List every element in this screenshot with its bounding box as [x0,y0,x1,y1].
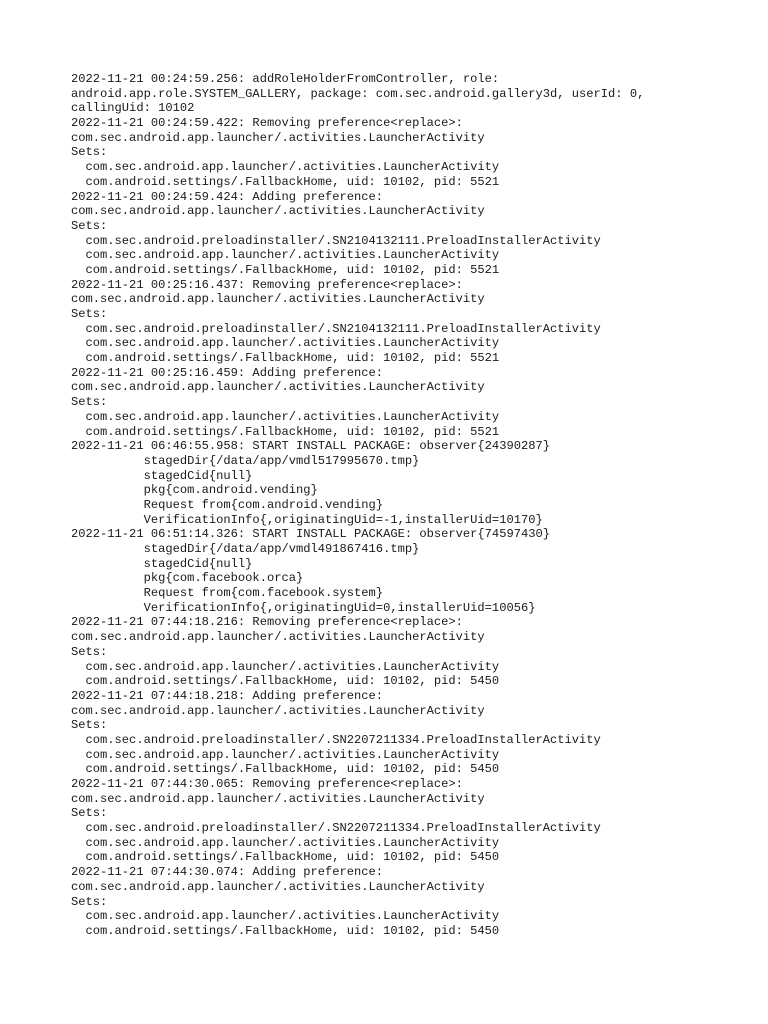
log-line: 2022-11-21 06:51:14.326: START INSTALL PACKAGE: observer{74597430} [71,527,550,542]
log-line: Sets: [71,894,108,909]
log-line: 2022-11-21 07:44:30.074: Adding preference: [71,865,384,880]
log-line: com.android.settings/.FallbackHome, uid: 10102, pid: 5521 [71,174,500,189]
log-line: com.sec.android.app.launcher/.activities.LauncherActivity [71,791,485,806]
log-line: com.sec.android.app.launcher/.activities.LauncherActivity [71,292,485,307]
log-line: com.sec.android.preloadinstaller/.SN2207211334.PreloadInstallerActivity [71,821,601,836]
log-line: com.android.settings/.FallbackHome, uid: 10102, pid: 5450 [71,674,500,689]
log-line: stagedDir{/data/app/vmdl491867416.tmp} [71,542,420,556]
log-line: 2022-11-21 07:44:30.065: Removing preference<replace>: [71,777,463,791]
log-line: 2022-11-21 00:24:59.424: Adding preference: [71,189,384,204]
log-document [71,72,761,939]
log-line: VerificationInfo{,originatingUid=-1,installerUid=10170} [71,512,543,527]
log-line: com.sec.android.app.launcher/.activities.LauncherActivity [71,909,500,924]
log-line: Sets: [71,395,108,410]
log-line: 2022-11-21 00:25:16.437: Removing preference<replace>: [71,277,463,292]
log-line: android.app.role.SYSTEM_GALLERY, package: com.sec.android.gallery3d, userId: 0, [71,86,645,101]
log-line: Sets: [71,218,108,233]
log-line: stagedCid{null} [71,468,253,483]
log-line: Request from{com.facebook.system} [71,586,384,601]
log-line: Sets: [71,307,108,321]
log-line: com.android.settings/.FallbackHome, uid: 10102, pid: 5450 [71,923,500,938]
log-line: com.sec.android.app.launcher/.activities.LauncherActivity [71,204,485,219]
log-line: com.android.settings/.FallbackHome, uid: 10102, pid: 5450 [71,762,500,777]
log-line: com.sec.android.app.launcher/.activities.LauncherActivity [71,659,500,674]
log-line: Request from{com.android.vending} [71,497,384,512]
log-line: com.sec.android.app.launcher/.activities.LauncherActivity [71,879,485,894]
log-line: stagedDir{/data/app/vmdl517995670.tmp} [71,453,420,468]
log-line: com.sec.android.app.launcher/.activities.LauncherActivity [71,409,500,424]
log-line: stagedCid{null} [71,556,253,571]
log-line: com.sec.android.app.launcher/.activities.LauncherActivity [71,630,485,645]
log-line: Sets: [71,806,108,821]
log-line: com.sec.android.app.launcher/.activities.LauncherActivity [71,336,500,351]
log-line: Sets: [71,644,108,659]
log-line: com.sec.android.app.launcher/.activities.LauncherActivity [71,248,500,263]
log-line: com.sec.android.preloadinstaller/.SN2104132111.PreloadInstallerActivity [71,321,601,336]
log-line: com.android.settings/.FallbackHome, uid: 10102, pid: 5450 [71,850,500,865]
log-line: 2022-11-21 07:44:18.218: Adding preference: [71,688,384,703]
log-line: callingUid: 10102 [71,101,195,116]
log-line: com.sec.android.preloadinstaller/.SN2104132111.PreloadInstallerActivity [71,233,601,248]
log-line: com.android.settings/.FallbackHome, uid: 10102, pid: 5521 [71,424,500,439]
log-line: Sets: [71,718,108,733]
log-line: pkg{com.facebook.orca} [71,571,304,586]
log-line: 2022-11-21 00:25:16.459: Adding preference: [71,365,384,380]
log-line: com.sec.android.app.launcher/.activities.LauncherActivity [71,380,485,395]
log-line: VerificationInfo{,originatingUid=0,installerUid=10056} [71,600,536,615]
log-line: 2022-11-21 00:24:59.256: addRoleHolderFromController, role: [71,72,500,86]
log-line: com.android.settings/.FallbackHome, uid: 10102, pid: 5521 [71,351,500,366]
log-line: com.android.settings/.FallbackHome, uid: 10102, pid: 5521 [71,262,500,277]
log-line: 2022-11-21 00:24:59.422: Removing preference<replace>: [71,116,463,131]
log-line: com.sec.android.app.launcher/.activities.LauncherActivity [71,747,500,762]
log-line: pkg{com.android.vending} [71,483,318,498]
log-line: com.sec.android.app.launcher/.activities.LauncherActivity [71,160,500,175]
log-line: com.sec.android.app.launcher/.activities.LauncherActivity [71,703,485,718]
log-line: 2022-11-21 07:44:18.216: Removing preference<replace>: [71,615,463,630]
log-line: com.sec.android.app.launcher/.activities.LauncherActivity [71,835,500,850]
log-line: com.sec.android.preloadinstaller/.SN2207211334.PreloadInstallerActivity [71,732,601,747]
log-line: Sets: [71,145,108,160]
log-line: 2022-11-21 06:46:55.958: START INSTALL PACKAGE: observer{24390287} [71,439,550,454]
log-line: com.sec.android.app.launcher/.activities.LauncherActivity [71,130,485,145]
